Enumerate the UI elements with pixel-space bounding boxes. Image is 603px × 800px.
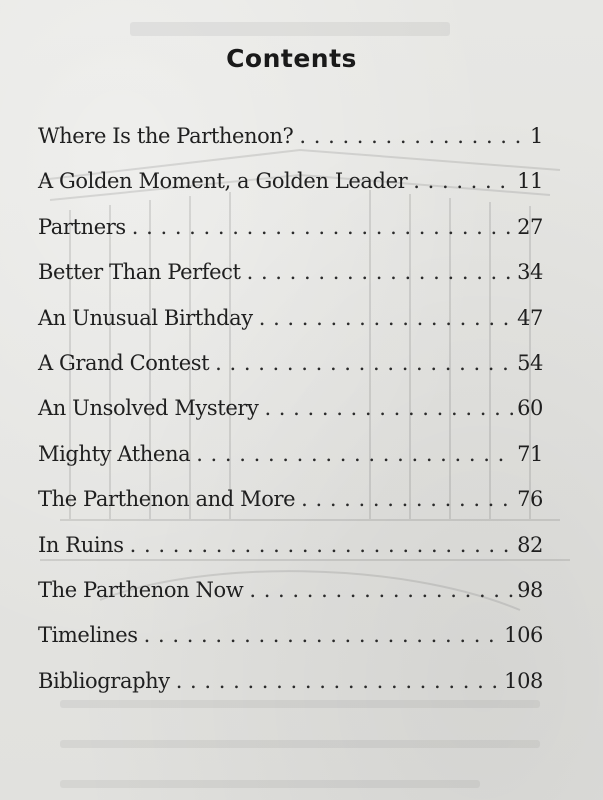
toc-entry <box>38 442 543 487</box>
toc-entry-page: 34 <box>517 260 543 285</box>
toc-entry-title: The Parthenon and More <box>38 487 296 512</box>
toc-entry-page: 47 <box>517 305 543 330</box>
toc-entry <box>38 124 543 169</box>
table-of-contents <box>38 124 543 714</box>
toc-entry-title: An Unsolved Mystery <box>38 396 259 421</box>
toc-entry-title: Where Is the Parthenon? <box>38 124 294 148</box>
toc-entry-title: In Ruins <box>38 532 124 557</box>
toc-entry-title: A Golden Moment, a Golden Leader <box>38 169 408 194</box>
toc-entry <box>38 260 543 305</box>
dot-leader <box>215 351 513 375</box>
dot-leader <box>130 533 513 557</box>
toc-entry-title: An Unusual Birthday <box>38 305 253 330</box>
toc-entry-page: 76 <box>517 487 543 512</box>
toc-entry-page: 106 <box>504 623 543 648</box>
toc-entry-page: 108 <box>504 668 543 693</box>
dot-leader <box>249 578 513 602</box>
dot-leader <box>132 215 513 239</box>
toc-entry <box>38 533 543 578</box>
toc-entry <box>38 487 543 532</box>
toc-entry-page: 1 <box>530 124 543 148</box>
toc-entry-page: 82 <box>517 532 543 557</box>
toc-entry-title: A Grand Contest <box>38 350 210 375</box>
toc-entry-page: 60 <box>517 396 543 421</box>
dot-leader <box>144 623 500 647</box>
dot-leader <box>259 306 513 330</box>
toc-entry-page: 98 <box>517 577 543 602</box>
toc-entry-title: The Parthenon Now <box>38 577 244 602</box>
toc-entry-page: 71 <box>517 441 543 466</box>
page-title: Contents <box>226 44 357 73</box>
toc-entry <box>38 669 543 714</box>
dot-leader <box>299 124 526 148</box>
dot-leader <box>247 260 513 284</box>
toc-entry-title: Better Than Perfect <box>38 260 241 285</box>
dot-leader <box>264 396 513 420</box>
toc-entry <box>38 169 543 214</box>
toc-entry <box>38 215 543 260</box>
toc-entry-title: Bibliography <box>38 668 170 693</box>
toc-entry-page: 11 <box>517 169 543 194</box>
toc-entry <box>38 351 543 396</box>
dot-leader <box>301 487 513 511</box>
toc-entry <box>38 578 543 623</box>
dot-leader <box>413 169 513 193</box>
toc-entry <box>38 396 543 441</box>
toc-entry <box>38 623 543 668</box>
dot-leader <box>196 442 513 466</box>
toc-entry-title: Timelines <box>38 623 138 648</box>
toc-entry-page: 27 <box>517 214 543 239</box>
toc-entry <box>38 306 543 351</box>
toc-entry-page: 54 <box>517 350 543 375</box>
toc-entry-title: Mighty Athena <box>38 441 191 466</box>
dot-leader <box>176 669 500 693</box>
toc-entry-title: Partners <box>38 214 126 239</box>
